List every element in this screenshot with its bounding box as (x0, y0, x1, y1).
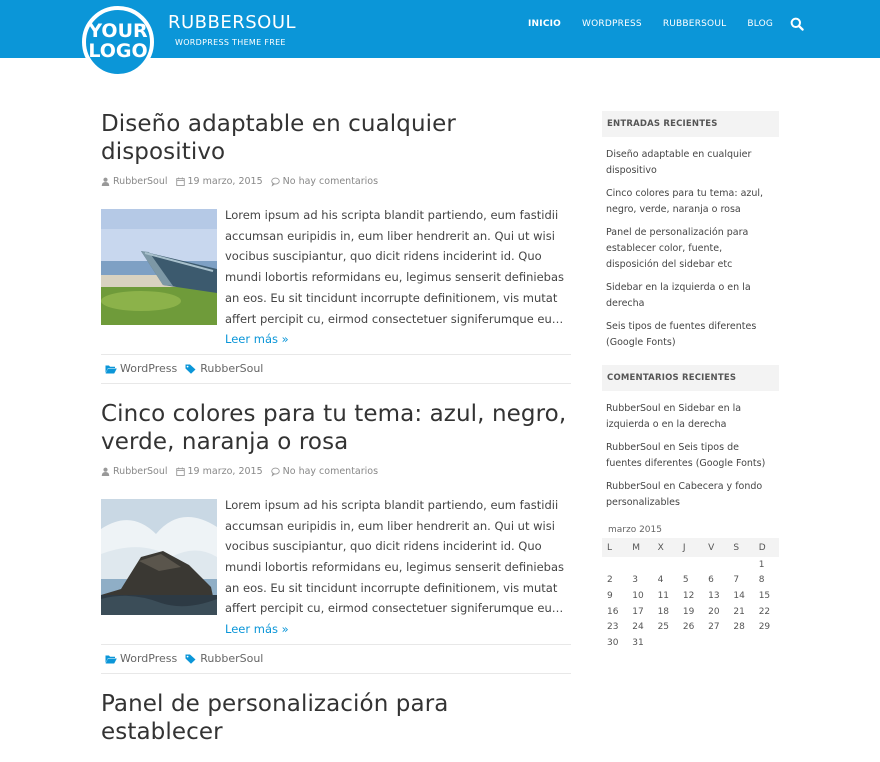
recent-post-link[interactable]: Sidebar en la izquierda o en la derecha (606, 282, 751, 309)
calendar-caption: marzo 2015 (608, 525, 662, 535)
calendar-day-header: X (653, 538, 678, 557)
read-more-link[interactable]: Leer más » (225, 622, 289, 637)
calendar-day-cell: 12 (682, 590, 695, 601)
post-excerpt (225, 495, 571, 640)
calendar-day-cell: 15 (758, 590, 771, 601)
calendar-body (602, 557, 779, 651)
calendar-day-cell: 30 (607, 637, 619, 648)
calendar-day-cell (627, 557, 652, 573)
calendar-day-cell: 8 (758, 575, 765, 586)
tag-label: RubberSoul (200, 362, 264, 376)
tag-rubbersoul[interactable] (185, 652, 263, 665)
recent-post-link[interactable]: Seis tipos de fuentes diferentes (Google Fonts) (606, 321, 757, 348)
post-excerpt (225, 205, 571, 350)
main-content (101, 96, 571, 762)
logo-line-2: LOGO (88, 40, 148, 62)
recent-posts-list (602, 137, 779, 351)
post-comments-text: No hay comentarios (282, 176, 379, 187)
post-title[interactable]: Diseño adaptable en cualquier dispositivo (101, 111, 456, 165)
calendar-header-row (602, 538, 779, 557)
calendar-day-cell: 1 (758, 559, 765, 570)
calendar-day-cell: 11 (657, 590, 670, 601)
calendar-day-cell: 28 (733, 622, 745, 633)
calendar-widget (602, 525, 779, 651)
post-author-name: RubberSoul (113, 176, 168, 187)
calendar-day-cell: 7 (733, 575, 740, 586)
main-nav (528, 17, 804, 31)
calendar-day-cell: 24 (632, 622, 644, 633)
post-comments[interactable] (271, 466, 378, 477)
calendar-day-cell: 23 (607, 622, 619, 633)
nav-item-inicio[interactable]: INICIO (528, 19, 562, 29)
calendar-day-cell: 19 (682, 606, 695, 617)
tags-icon (185, 654, 197, 664)
nav-item-wordpress[interactable]: WORDPRESS (582, 19, 642, 29)
calendar-day-cell: 6 (708, 575, 714, 586)
post (101, 690, 571, 746)
recent-comments-widget (602, 365, 779, 511)
calendar-day-cell: 25 (657, 622, 670, 633)
post-title[interactable]: Cinco colores para tu tema: azul, negro, verde, naranja o rosa (101, 400, 567, 455)
post-author[interactable] (101, 176, 168, 187)
calendar-day-cell (703, 635, 728, 651)
post-categories (101, 644, 571, 674)
post-title[interactable]: Panel de personalización para establecer (101, 690, 449, 745)
user-icon (101, 467, 110, 476)
logo-line-1: YOUR (88, 20, 148, 42)
calendar-day-cell: 9 (607, 590, 613, 601)
site-logo[interactable] (82, 6, 154, 78)
calendar-day-cell: 2 (607, 575, 613, 586)
nav-item-blog[interactable]: BLOG (747, 19, 774, 29)
calendar-day-header: S (728, 538, 753, 557)
post-thumbnail-wave[interactable] (101, 499, 217, 615)
post-comments[interactable] (271, 176, 378, 187)
calendar-day-cell: 13 (708, 590, 720, 601)
calendar-day-cell: 20 (708, 606, 720, 617)
recent-post-link[interactable]: Diseño adaptable en cualquier dispositivo (606, 149, 752, 176)
calendar-day-cell: 21 (733, 606, 745, 617)
calendar-day-cell (678, 557, 703, 573)
calendar-week-row (602, 588, 779, 604)
post-meta (101, 466, 571, 477)
post (101, 110, 571, 384)
recent-comment-link[interactable]: RubberSoul en Seis tipos de fuentes diferentes (Google Fonts) (606, 442, 766, 469)
category-wordpress[interactable] (105, 362, 177, 375)
calendar-icon (176, 467, 185, 476)
calendar-day-cell: 18 (657, 606, 670, 617)
calendar-day-header: D (754, 538, 779, 557)
calendar-week-row (602, 635, 779, 651)
calendar-day-cell (703, 557, 728, 573)
calendar-day-cell (754, 635, 779, 651)
folder-open-icon (105, 654, 117, 664)
calendar-week-row (602, 604, 779, 620)
calendar-icon (176, 177, 185, 186)
calendar-week-row (602, 619, 779, 635)
comment-icon (271, 177, 280, 186)
recent-comment-link[interactable]: RubberSoul en Sidebar en la izquierda o en la derecha (606, 403, 742, 430)
category-wordpress[interactable] (105, 652, 177, 665)
calendar-week-row (602, 573, 779, 589)
calendar-day-cell: 16 (607, 606, 619, 617)
calendar-day-cell: 31 (632, 637, 644, 648)
calendar-day-cell: 22 (758, 606, 771, 617)
calendar-day-header: J (678, 538, 703, 557)
calendar-day-header: M (627, 538, 652, 557)
post-meta (101, 176, 571, 187)
calendar-day-cell: 4 (657, 575, 664, 586)
user-icon (101, 177, 110, 186)
post (101, 400, 571, 674)
excerpt-text: Lorem ipsum ad his scripta blandit partiendo, eum fastidii accumsan euripidis in, eum liber hendrerit an. Qui ut wisi vocibus suscipiantur, quo dicit ridens inciderint id. Quo mundi lobortis reformidans eu, legimus senserit definiebas an eos. Eu sit tincidunt incorrupte definitionem, vis mutat affert percipit cu, eirmod consectetuer signiferumque eu… (225, 497, 565, 616)
recent-comments-list (602, 391, 779, 511)
calendar-day-cell (602, 557, 627, 573)
recent-post-link[interactable]: Cinco colores para tu tema: azul, negro, verde, naranja o rosa (606, 188, 764, 215)
site-tagline: WORDPRESS THEME FREE (175, 38, 286, 47)
post-comments-text: No hay comentarios (282, 465, 379, 477)
widget-title: COMENTARIOS RECIENTES (602, 365, 779, 391)
tag-label: RubberSoul (200, 652, 264, 666)
tag-rubbersoul[interactable] (185, 362, 263, 375)
recent-post-link[interactable]: Panel de personalización para establecer color, fuente, disposición del sidebar etc (606, 227, 749, 270)
calendar-day-cell: 5 (682, 575, 689, 586)
post-thumbnail-boat[interactable] (101, 209, 217, 325)
post-date-text: 19 marzo, 2015 (187, 465, 263, 477)
excerpt-text: Lorem ipsum ad his scripta blandit partiendo, eum fastidii accumsan euripidis in, eum liber hendrerit an. Qui ut wisi vocibus suscipiantur, quo dicit ridens inciderint id. Quo mundi lobortis reformidans eu, legimus senserit definiebas an eos. Eu sit tincidunt incorrupte definitionem, vis mutat affert percipit cu, eirmod consectetuer signiferumque eu… (225, 208, 565, 326)
calendar-day-cell (728, 557, 753, 573)
recent-posts-widget (602, 111, 779, 351)
calendar-day-cell (653, 635, 678, 651)
calendar-day-cell (728, 635, 753, 651)
calendar-day-cell: 27 (708, 622, 720, 633)
post-body (101, 495, 571, 640)
calendar-day-cell: 26 (682, 622, 695, 633)
post-date[interactable] (176, 176, 263, 187)
calendar-day-cell: 14 (733, 590, 745, 601)
calendar-day-header: L (602, 538, 627, 557)
calendar-week-row (602, 557, 779, 573)
calendar-day-cell: 17 (632, 606, 644, 617)
sidebar (602, 111, 779, 665)
calendar-day-cell (678, 635, 703, 651)
category-label: WordPress (120, 652, 178, 666)
recent-comment-link[interactable]: RubberSoul en Cabecera y fondo personalizables (606, 481, 763, 508)
calendar-day-cell: 29 (758, 622, 771, 633)
category-label: WordPress (120, 362, 178, 376)
post-author-name: RubberSoul (113, 465, 168, 477)
comment-icon (271, 467, 280, 476)
calendar-table (602, 538, 779, 651)
post-categories (101, 354, 571, 384)
nav-item-rubbersoul[interactable]: RUBBERSOUL (662, 19, 727, 29)
search-icon[interactable] (790, 17, 804, 31)
widget-title: ENTRADAS RECIENTES (602, 111, 779, 137)
post-body (101, 205, 571, 350)
calendar-day-cell: 10 (632, 590, 644, 601)
read-more-link[interactable]: Leer más » (225, 332, 289, 347)
folder-open-icon (105, 364, 117, 374)
site-title[interactable]: RUBBERSOUL (168, 12, 297, 33)
post-author[interactable] (101, 466, 168, 477)
calendar-day-header: V (703, 538, 728, 557)
tags-icon (185, 364, 197, 374)
site-header (0, 0, 880, 62)
calendar-day-cell: 3 (632, 575, 639, 586)
post-date[interactable] (176, 466, 263, 477)
post-date-text: 19 marzo, 2015 (187, 176, 263, 187)
calendar-day-cell (653, 557, 678, 573)
